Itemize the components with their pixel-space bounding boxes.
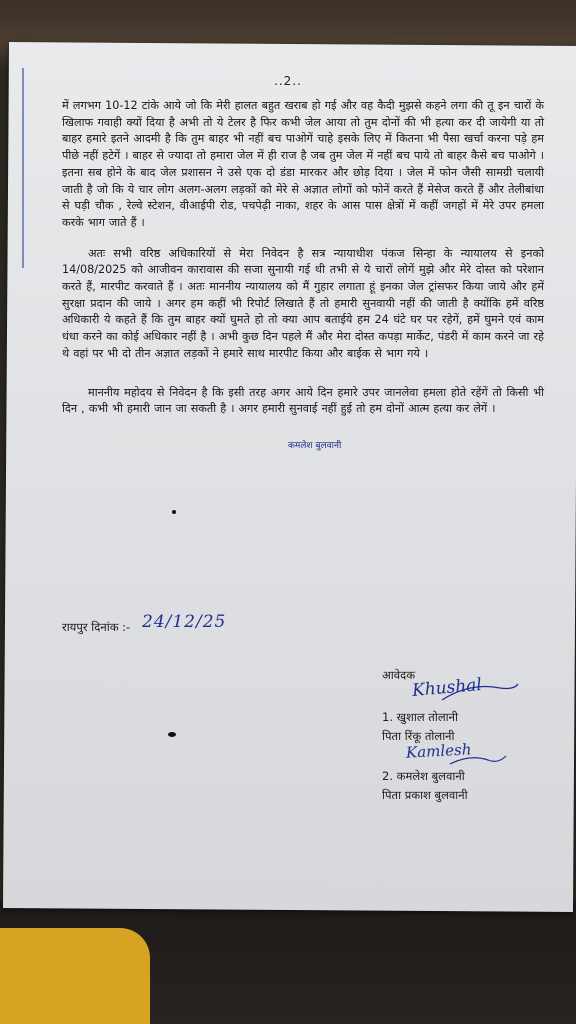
letter-body xyxy=(62,98,544,432)
yellow-cloth xyxy=(0,928,150,1024)
signature-2-flourish xyxy=(448,752,508,768)
applicant-label: आवेदक xyxy=(382,668,416,682)
signature-1: Khushal xyxy=(411,674,483,702)
signer-1-father: पिता रिंकू तोलानी xyxy=(382,729,455,743)
paragraph-1: में लगभग 10-12 टांके आये जो कि मेरी हालत बहुत खराब हो गई और वह कैदी मुझसे कहने लगा की तू इन चारों के खिलाफ गवाही क्यों दिया है अभी तो ये टेलर है फिर कभी जेल आया तो तुम दोनों की भी हत्या कर दी जायेगी या तो बाहर हमारे इतने आदमी है कि तुम बाहर भी नहीं बच पाओगें चाहे इसके लिए में कितना भी पैसा खर्चा करना पड़े हम पीछे नहीं हटेगें । बाहर से ज्यादा तो हमारा जेल में ही राज है जब तुम जेल में नहीं बच पाये तो बाहर कैसे बच पाओगे । इतना सब होने के बाद जेल प्रशासन ने उसे एक दो डंडा मारकर और छोड़ दिया । जेल में फोन जैसी सामग्री चलायी जाती है जो कि ये चार लोग अलग-अलग लड़कों को मेरे से अज्ञात लोगों को फोनें करते हैं मेसेज करते हैं और तेलीबांधा से घड़ी चौक , रेल्वे स्टेशन, वीआईपी रोड, पचपेढ़ी नाका, शहर के आस पास क्षेत्रों में कहीं जगहों में मेरे उपर हमला करके भाग जाते हैं । xyxy=(62,99,544,229)
signer-1-block xyxy=(382,708,458,746)
ink-smudge xyxy=(168,732,176,737)
signer-1-name: 1. खुशाल तोलानी xyxy=(382,710,458,724)
place-date-label: रायपुर दिनांक :- xyxy=(62,620,131,634)
page-number: ..2.. xyxy=(274,74,302,88)
handwritten-insert-name: कमलेश बुलवानी xyxy=(288,441,342,451)
handwritten-date: 24/12/25 xyxy=(142,612,227,632)
signer-2-father: पिता प्रकाश बुलवानी xyxy=(382,788,468,802)
margin-pen-mark xyxy=(22,68,24,268)
signature-1-flourish xyxy=(440,680,520,704)
signer-2-block xyxy=(382,767,468,805)
signature-2: Kamlesh xyxy=(405,740,472,762)
signer-2-name: 2. कमलेश बुलवानी xyxy=(382,769,465,783)
paragraph-2: अतः सभी वरिष्ठ अधिकारियों से मेरा निवेदन है सत्र न्यायाधीश पंकज सिन्हा के न्यायालय से इनको 14/08/2025 को आजीवन कारावास की सजा सुनायी गई थी तभी से ये चारों लोगें मुझे और मेरे दोस्त को परेशान करते हैं, मारपीट करवाते हैं । अतः माननीय न्यायालय को मैं गुहार लगाता हूं इनका जेल ट्रांसफर किया जाये और हमें सुरक्षा प्रदान की जाये । अगर हम कहीं भी रिपोर्ट लिखाते हैं तो हमारी सुनवायी नहीं की जाती है क्योंकि हमें वरिष्ठ अधिकारी ये कहते हैं कि तुम बाहर क्यों घुमते हो तो क्या आप बताईये हम 24 घंटे घर पर रहेगें, हमें घुमने एवं काम धंधा करने का कोई अधिकार नहीं है । अभी कुछ दिन पहले मैं और मेरा दोस्त कपड़ा मार्केट, पंडरी में काम करने जा रहे थे वहां पर भी दो तीन अज्ञात लड़कों ने हमारे साथ मारपीट किया और बाईक से भाग गये । xyxy=(62,246,544,360)
ink-dot xyxy=(172,510,176,514)
paragraph-3: माननीय महोदय से निवेदन है कि इसी तरह अगर आये दिन हमारे उपर जानलेवा हमला होते रहेंगें तो किसी भी दिन , कभी भी हमारी जान जा सकती है । अगर हमारी सुनवाई नहीं हुई तो हम दोनों आत्म हत्या कर लेगें । xyxy=(62,385,544,416)
